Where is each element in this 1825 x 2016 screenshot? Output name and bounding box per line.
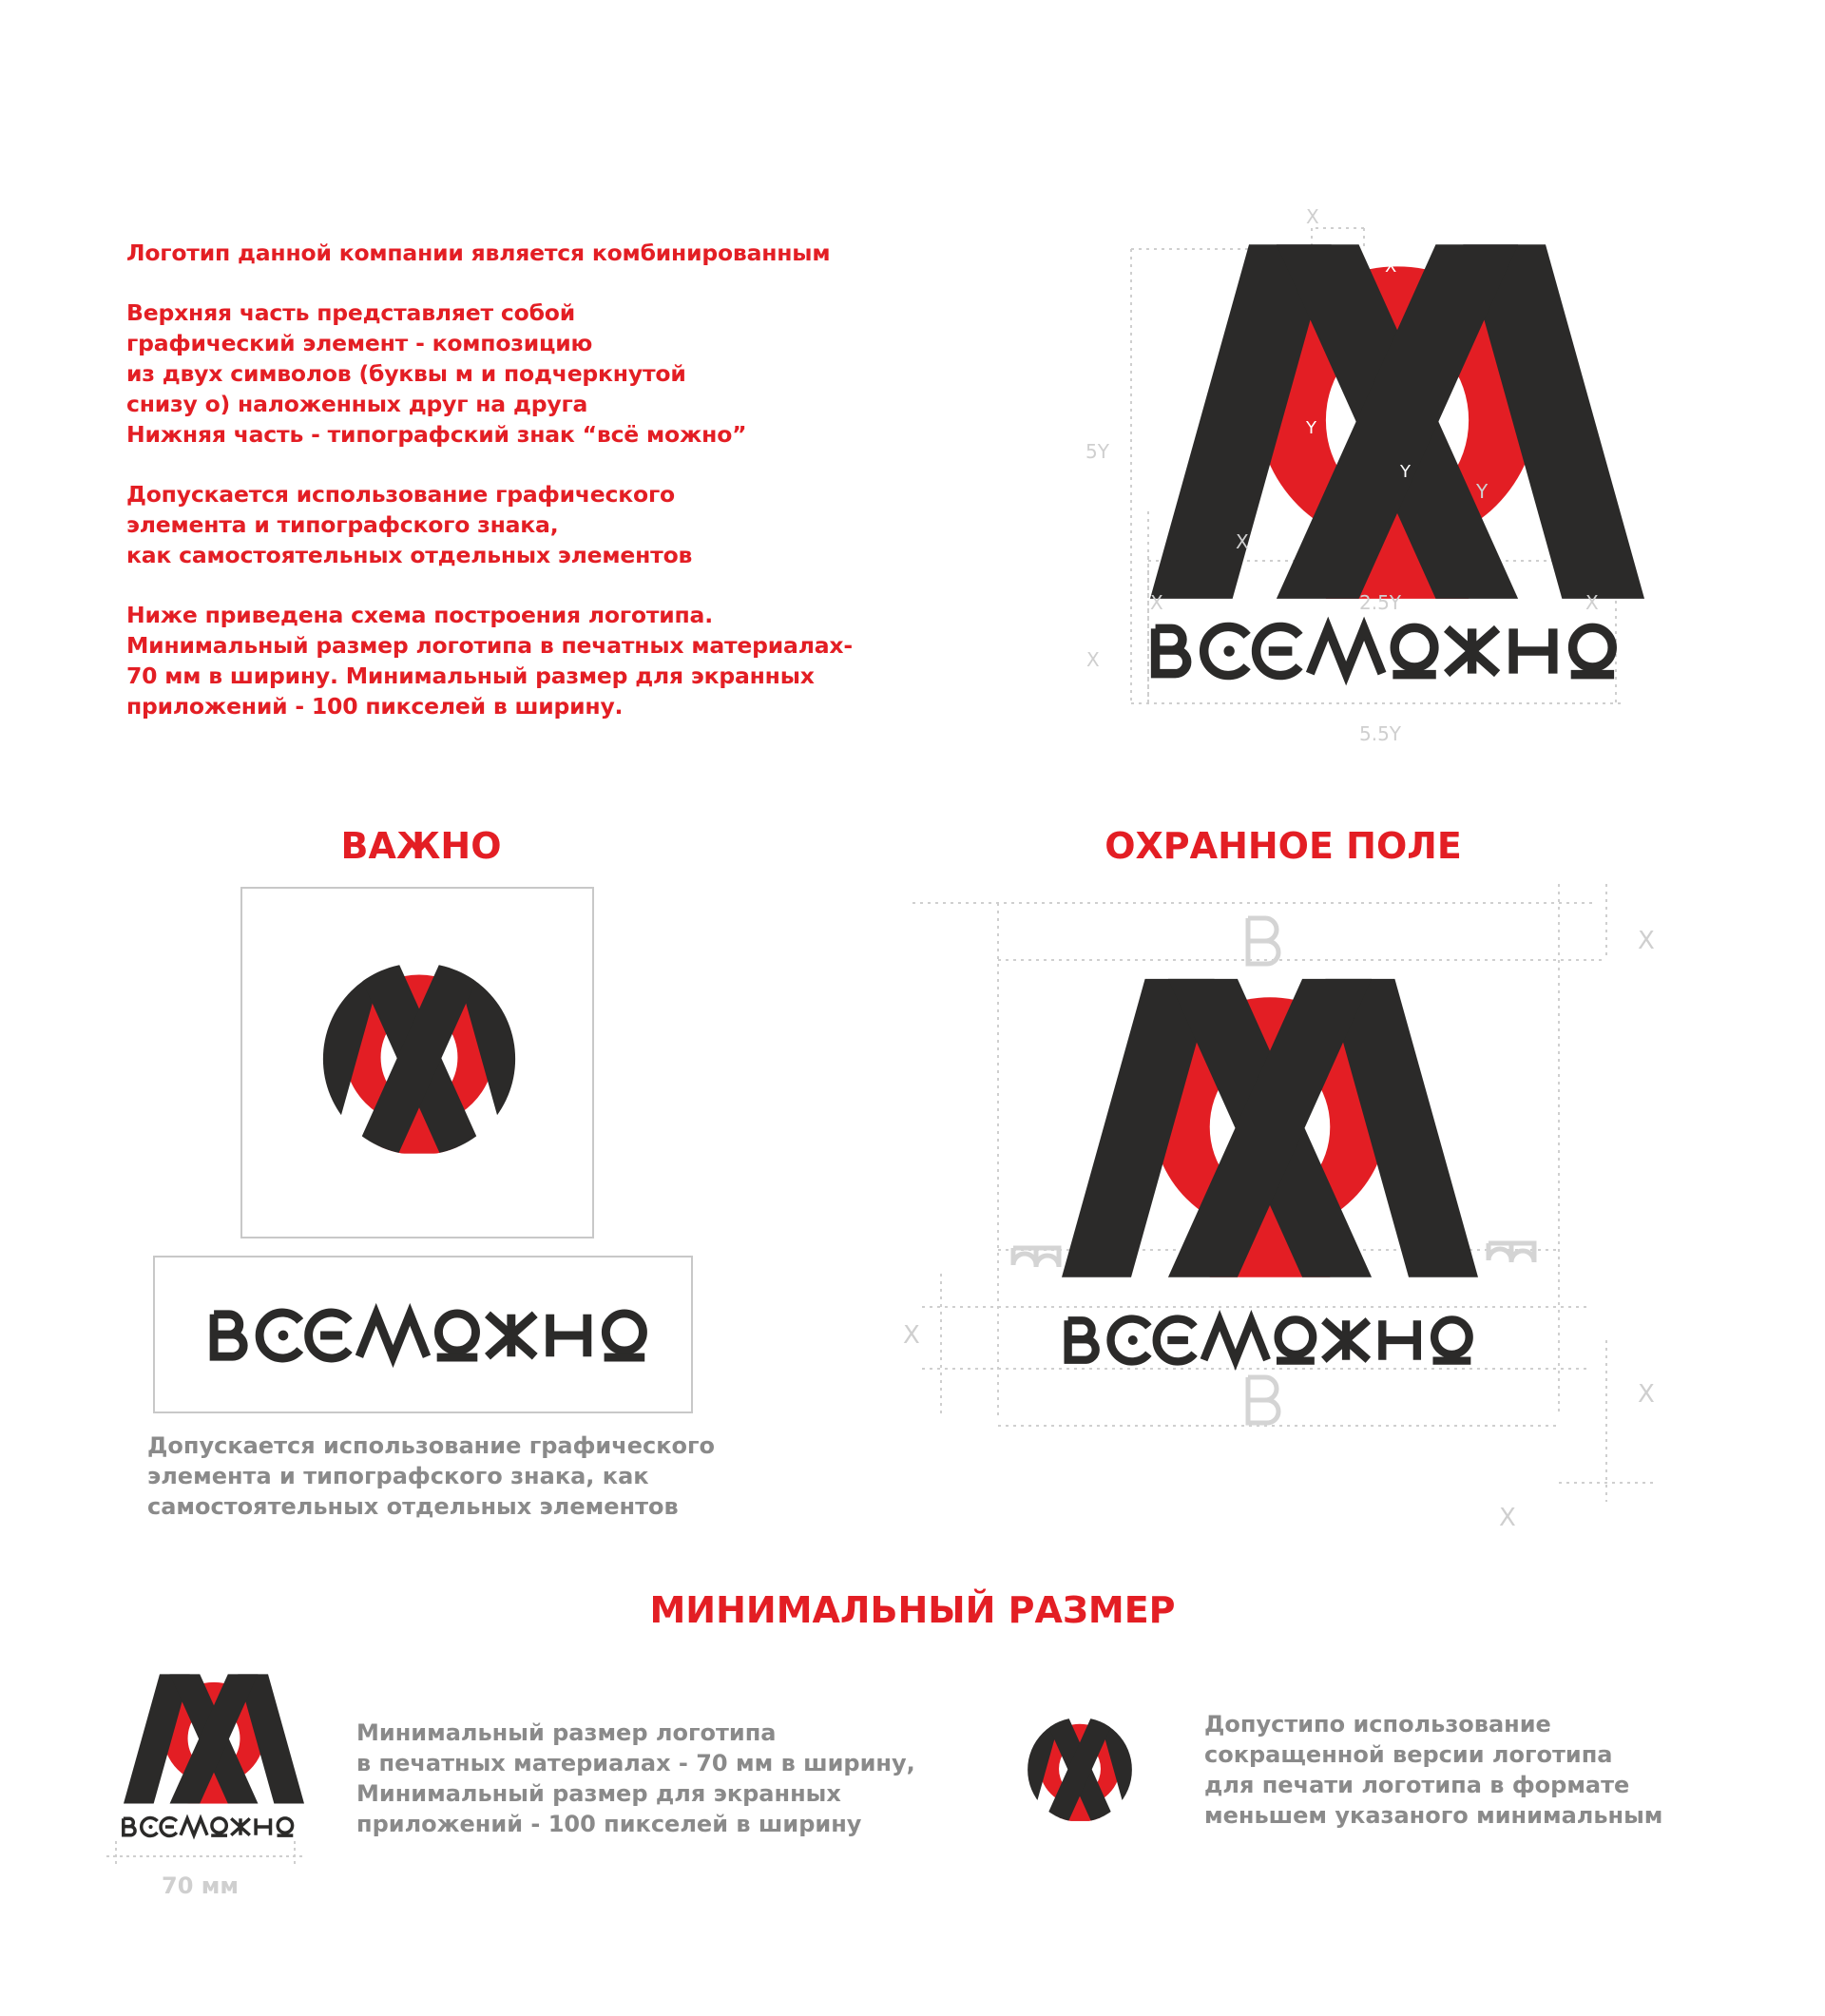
dim-x-wordmark: X (1086, 648, 1100, 671)
min-size-guide (105, 1839, 314, 1868)
clear-space-x-bottom: X (1499, 1504, 1516, 1532)
clear-space-b-top (1240, 914, 1288, 968)
dim-y-center: Y (1400, 462, 1411, 482)
dim-x-inner: X (1385, 257, 1397, 277)
construction-diagram (1046, 190, 1730, 760)
clear-space-diagram (903, 874, 1663, 1540)
logo-mark-short-min (1008, 1694, 1152, 1850)
wordmark-clear-space (1062, 1314, 1472, 1367)
clear-space-x-right: X (1638, 1380, 1655, 1409)
dim-y-left: Y (1306, 418, 1316, 438)
intro-paragraph-1: Логотип данной компании является комбинированным (126, 240, 831, 266)
min-size-text-left: Минимальный размер логотипа в печатных материалах - 70 мм в ширину, Минимальный размер для экранных приложений - 100 пикселей в ширину (356, 1719, 915, 1837)
clear-space-b-left (1009, 1240, 1063, 1288)
dim-2-5y: 2.5Y (1359, 591, 1402, 614)
dim-x-left: X (1236, 530, 1249, 553)
dim-x-top: X (1306, 205, 1319, 228)
round-mark-box (240, 887, 594, 1238)
dim-x-bottom-right: X (1585, 591, 1599, 614)
clear-space-heading: ОХРАННОЕ ПОЛЕ (1105, 825, 1462, 867)
intro-text (126, 238, 982, 751)
dim-y-right: Y (1476, 480, 1489, 503)
wordmark-standalone (207, 1307, 646, 1364)
logo-mark-min (124, 1673, 304, 1806)
intro-paragraph-4: Ниже приведена схема построения логотипа. Минимальный размер логотипа в печатных материалах- 70 мм в ширину. Минимальный размер для экранных приложений - 100 пикселей в ширину. (126, 602, 853, 720)
important-heading: ВАЖНО (340, 825, 502, 867)
clear-space-b-right (1485, 1236, 1538, 1283)
min-size-dimension: 70 мм (162, 1872, 239, 1899)
intro-paragraph-2: Верхняя часть представляет собой графический элемент - композицию из двух символов (буквы м и подчеркнутой снизу о) наложенных друг на друга Нижняя часть - типографский знак “всё можно” (126, 299, 747, 448)
clear-space-x-left: X (903, 1321, 920, 1350)
min-size-heading: МИНИМАЛЬНЫЙ РАЗМЕР (649, 1589, 1176, 1631)
intro-paragraph-3: Допускается использование графического элемента и типографского знака, как самостоятельных отдельных элементов (126, 481, 693, 568)
clear-space-x-top: X (1638, 927, 1655, 955)
logo-mark-round (286, 920, 552, 1205)
important-caption: Допускается использование графического элемента и типографского знака, как самостоятельных отдельных элементов (147, 1432, 716, 1520)
logo-mark-clear-space (1062, 977, 1478, 1281)
min-size-text-right: Допустипо использование сокращенной версии логотипа для печати логотипа в формате меньшем указаного минимальным (1204, 1711, 1663, 1829)
clear-space-b-bottom (1240, 1373, 1288, 1427)
wordmark-min (121, 1815, 294, 1838)
wordmark-box (153, 1256, 693, 1413)
wordmark-construction (1148, 623, 1616, 680)
logo-mark-construction (1150, 242, 1644, 604)
dim-5-5y: 5.5Y (1359, 722, 1402, 745)
dim-5y: 5Y (1085, 440, 1109, 463)
dim-x-bottom-left: X (1150, 591, 1163, 614)
